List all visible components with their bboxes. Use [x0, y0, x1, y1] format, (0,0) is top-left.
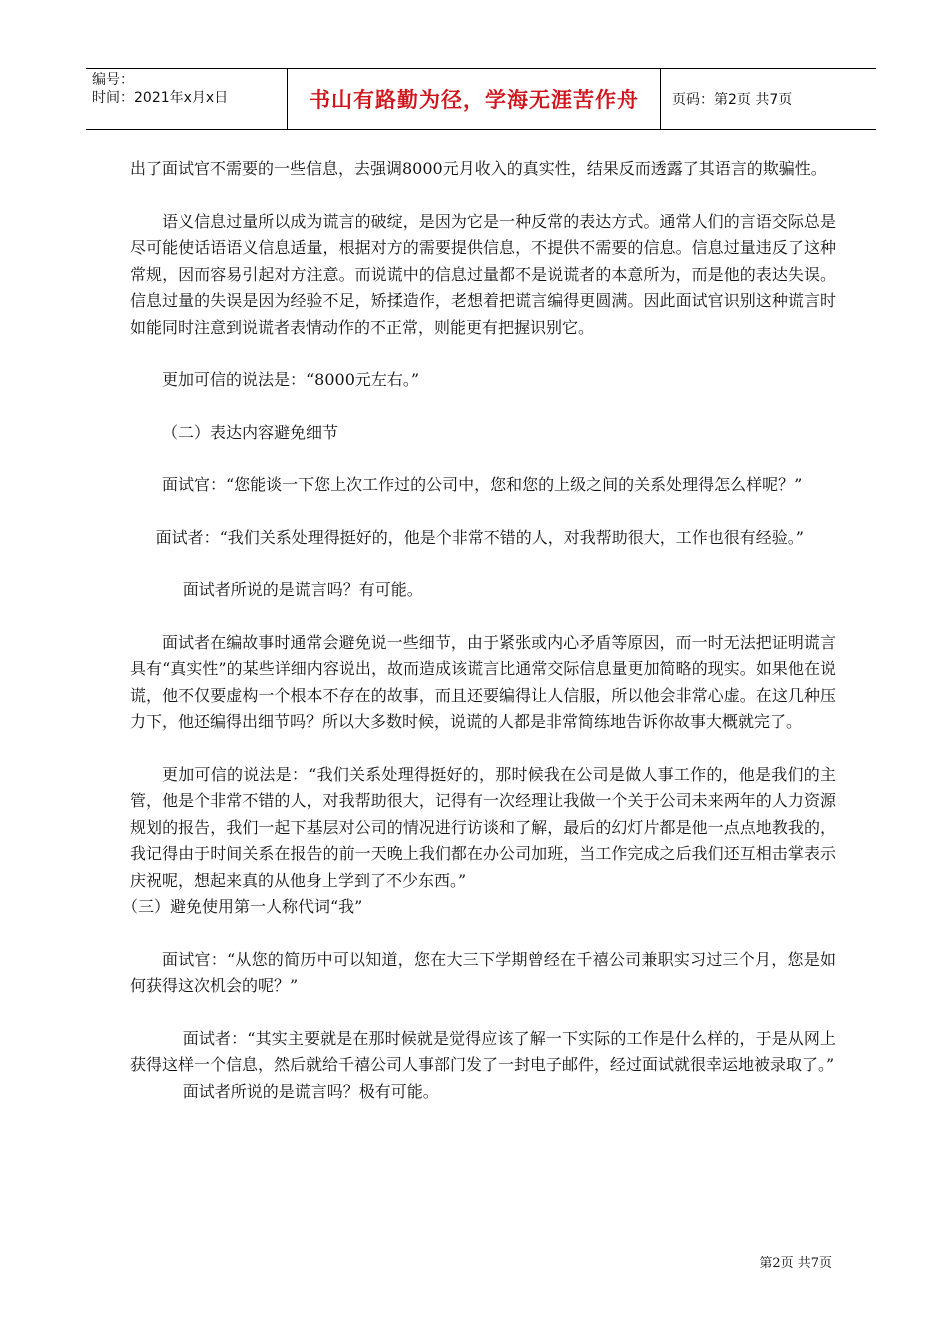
paragraph: 面试官：“从您的简历中可以知道，您在大三下学期曾经在千禧公司兼职实习过三个月，您是如何获得这次机会的呢？” [130, 949, 836, 995]
section-heading: （二）表达内容避免细节 [162, 422, 339, 442]
paragraph: 面试者所说的是谎言吗？有可能。 [182, 580, 423, 599]
header-meta [92, 71, 288, 107]
paragraph: 面试者所说的是谎言吗？极有可能。 [182, 1081, 439, 1101]
document-body [122, 156, 836, 1105]
section-heading: （三）避免使用第一人称代词“我” [122, 897, 363, 916]
header-page-number: 页码：第2页 共7页 [672, 92, 793, 108]
document-time-label: 时间：2021年x月x日 [92, 90, 229, 106]
paragraph: 面试者在编故事时通常会避免说一些细节，由于紧张或内心矛盾等原因，而一时无法把证明谎言具有“真实性”的某些详细内容说出，故而造成该谎言比通常交际信息量更加简略的现实。如果他在说谎，他不仅要虚构一个根本不存在的故事，而且还要编得让人信服，所以他会非常心虚。在这几种压力下，他还编得出细节吗？所以大多数时候，说谎的人都是非常简练地告诉你故事大概就完了。 [130, 632, 836, 731]
header-divider [660, 69, 661, 129]
header-table [86, 68, 876, 130]
paragraph: 更加可信的说法是：“我们关系处理得挺好的，那时候我在公司是做人事工作的，他是我们的主管，他是个非常不错的人，对我帮助很大，记得有一次经理让我做一个关于公司未来两年的人力资源规划的报告，我们一起下基层对公司的情况进行访谈和了解，最后的幻灯片都是他一点点地教我的，我记得由于时间关系在报告的前一天晚上我们都在办公司加班，当工作完成之后我们还互相击掌表示庆祝呢，想起来真的从他身上学到了不少东西。” [130, 764, 836, 890]
header-motto: 书山有路勤为径，学海无涯苦作舟 [309, 88, 639, 112]
paragraph: 面试者：“其实主要就是在那时候就是觉得应该了解一下实际的工作是什么样的，于是从网上获得这样一个信息，然后就给千禧公司人事部门发了一封电子邮件，经过面试就很幸运地被录取了。” [130, 1028, 836, 1074]
paragraph: 出了面试官不需要的一些信息，去强调8000元月收入的真实性，结果反而透露了其语言的欺骗性。 [130, 159, 827, 178]
paragraph: 语义信息过量所以成为谎言的破绽，是因为它是一种反常的表达方式。通常人们的言语交际总是尽可能使话语语义信息适量，根据对方的需要提供信息，不提供不需要的信息。信息过量违反了这种常规，因而容易引起对方注意。而说谎中的信息过量都不是说谎者的本意所为，而是他的表达失误。信息过量的失误是因为经验不足，矫揉造作，老想着把谎言编得更圆满。因此面试官识别这种谎言时如能同时注意到说谎者表情动作的不正常，则能更有把握识别它。 [130, 211, 836, 337]
document-number-label: 编号： [92, 72, 134, 88]
footer-page-number: 第2页 共7页 [759, 1256, 832, 1271]
paragraph: 更加可信的说法是：“8000元左右。” [162, 370, 420, 389]
paragraph: 面试者：“我们关系处理得挺好的，他是个非常不错的人，对我帮助很大，工作也很有经验。” [155, 527, 804, 547]
paragraph: 面试官：“您能谈一下您上次工作过的公司中，您和您的上级之间的关系处理得怎么样呢？” [162, 475, 803, 494]
